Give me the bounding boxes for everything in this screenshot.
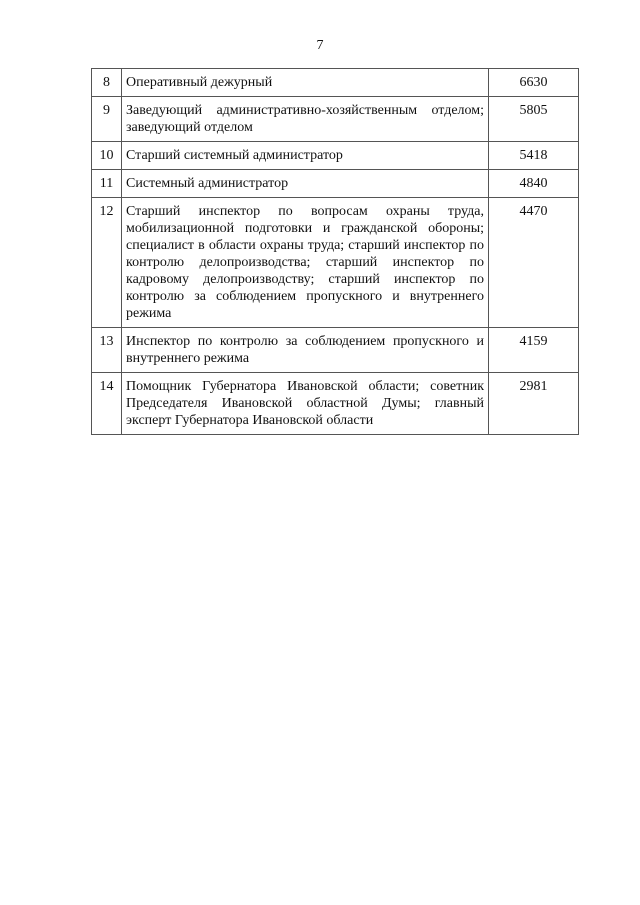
position-value: 4159 bbox=[489, 328, 579, 373]
row-number: 12 bbox=[92, 198, 122, 328]
table-row bbox=[92, 328, 579, 373]
row-number: 9 bbox=[92, 97, 122, 142]
positions-table bbox=[91, 68, 579, 435]
position-title: Помощник Губернатора Ивановской области; советник Председателя Ивановской областной Думы; главный эксперт Губернатора Ивановской области bbox=[122, 373, 489, 435]
position-value: 4470 bbox=[489, 198, 579, 328]
table-row bbox=[92, 142, 579, 170]
position-title: Старший системный администратор bbox=[122, 142, 489, 170]
row-number: 8 bbox=[92, 69, 122, 97]
position-value: 5805 bbox=[489, 97, 579, 142]
page-number: 7 bbox=[316, 38, 324, 53]
table-row bbox=[92, 170, 579, 198]
position-value: 4840 bbox=[489, 170, 579, 198]
row-number: 14 bbox=[92, 373, 122, 435]
position-title: Старший инспектор по вопросам охраны труда, мобилизационной подготовки и гражданской обороны; специалист в области охраны труда; старший инспектор по контролю делопроизводства; старший инспектор по кадровому делопроизводству; старший инспектор по контролю за соблюдением пропускного и внутреннего режима bbox=[122, 198, 489, 328]
position-title: Инспектор по контролю за соблюдением пропускного и внутреннего режима bbox=[122, 328, 489, 373]
table-row bbox=[92, 97, 579, 142]
row-number: 10 bbox=[92, 142, 122, 170]
position-value: 2981 bbox=[489, 373, 579, 435]
table-row bbox=[92, 69, 579, 97]
table-row bbox=[92, 198, 579, 328]
position-value: 6630 bbox=[489, 69, 579, 97]
position-title: Оперативный дежурный bbox=[122, 69, 489, 97]
row-number: 13 bbox=[92, 328, 122, 373]
position-title: Системный администратор bbox=[122, 170, 489, 198]
row-number: 11 bbox=[92, 170, 122, 198]
position-value: 5418 bbox=[489, 142, 579, 170]
position-title: Заведующий административно-хозяйственным отделом; заведующий отделом bbox=[122, 97, 489, 142]
table-row bbox=[92, 373, 579, 435]
